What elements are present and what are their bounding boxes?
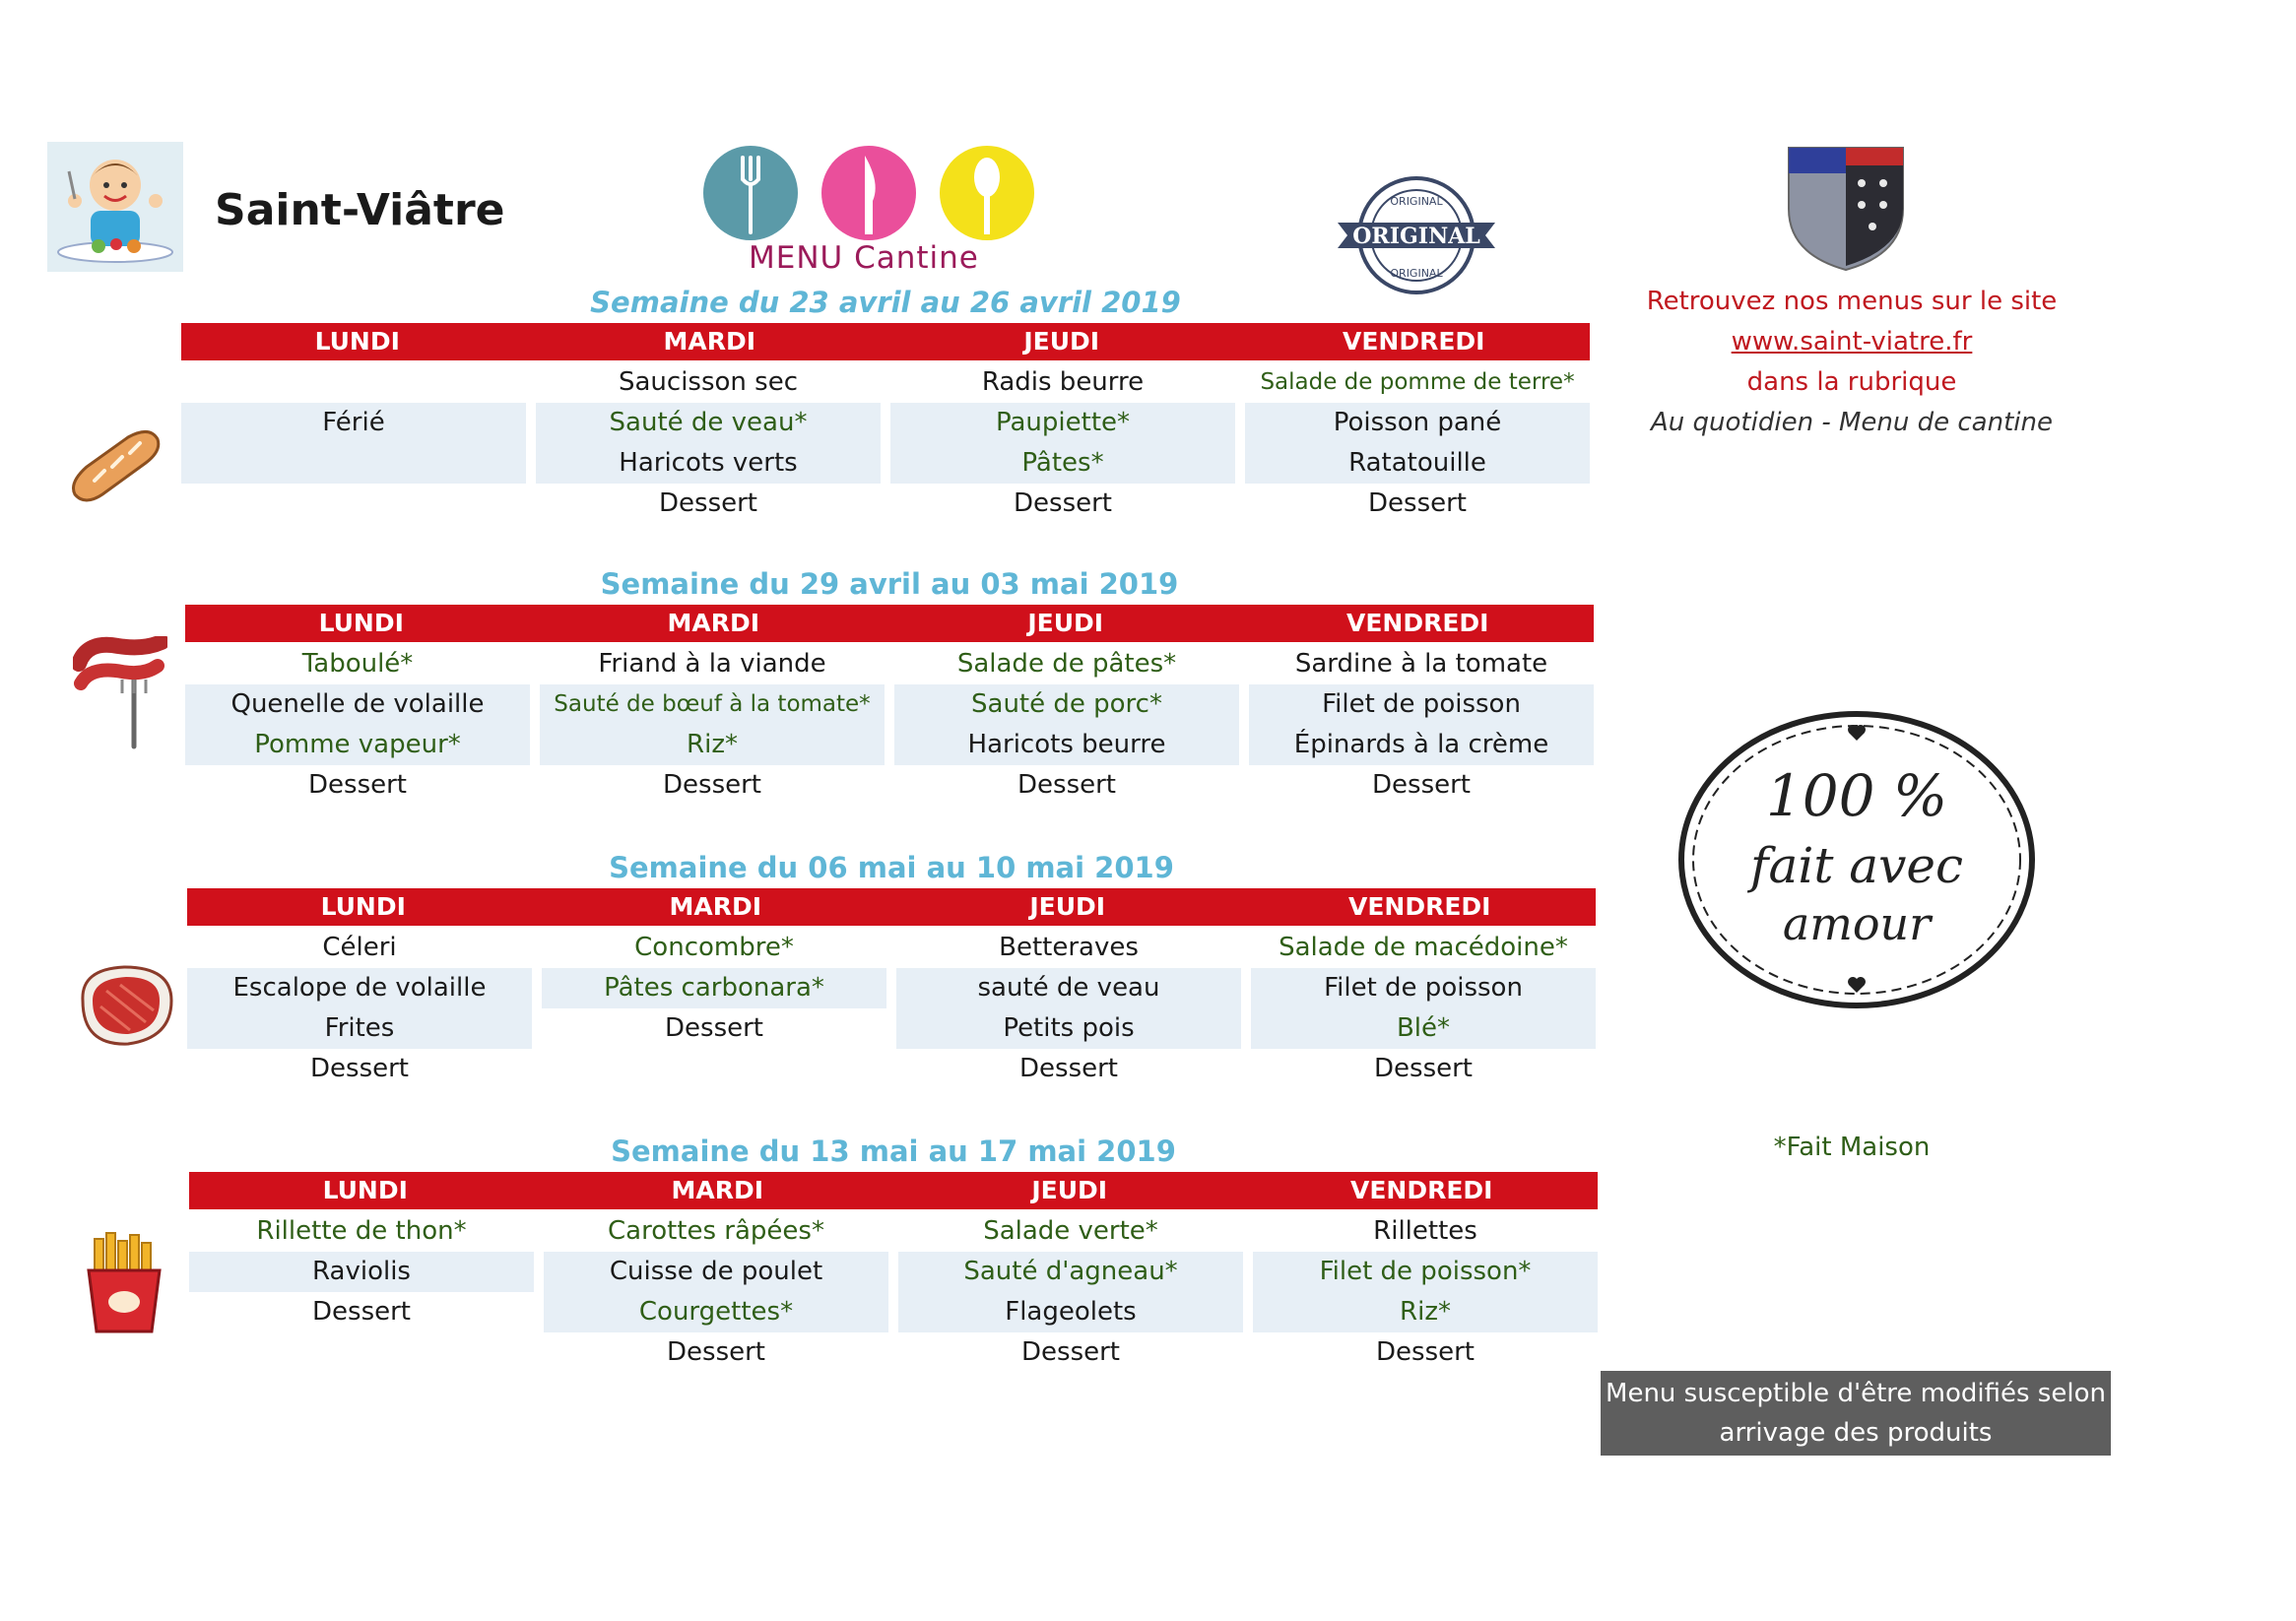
- menu-item: Férié: [181, 403, 526, 443]
- menu-item: Dessert: [310, 1054, 409, 1083]
- menu-columns: [187, 928, 1596, 1089]
- day-header-bar: [181, 323, 1590, 360]
- day-column-mardi: [540, 644, 885, 806]
- day-column-lundi: [185, 644, 530, 806]
- menu-item: Blé*: [1251, 1008, 1596, 1049]
- menu-item: Dessert: [312, 1297, 411, 1327]
- menu-columns: [189, 1211, 1598, 1373]
- fait-avec-amour-stamp: [1674, 707, 2039, 1012]
- fait-maison-footnote: *Fait Maison: [1773, 1133, 1931, 1162]
- day-header-jeudi: JEUDI: [1027, 609, 1104, 637]
- menu-item: Pâtes carbonara*: [542, 968, 886, 1008]
- menu-notice: [1601, 1371, 2111, 1456]
- menu-item: Dessert: [665, 1013, 763, 1043]
- menu-columns: [185, 644, 1594, 806]
- menu-item: Radis beurre: [981, 367, 1145, 397]
- day-header-bar: [185, 605, 1594, 642]
- day-column-vendredi: [1249, 644, 1594, 806]
- day-header-vendredi: VENDREDI: [1346, 609, 1489, 637]
- menu-item: Céleri: [322, 933, 397, 962]
- day-header-jeudi: JEUDI: [1023, 327, 1100, 356]
- menu-item: Friand à la viande: [598, 649, 826, 679]
- menu-item: Dessert: [659, 488, 757, 518]
- town-name: Saint-Viâtre: [215, 185, 505, 235]
- menu-item: Ratatouille: [1245, 443, 1590, 484]
- menu-item: Dessert: [1372, 770, 1471, 800]
- menu-item: Rillettes: [1373, 1216, 1477, 1246]
- menu-item: Dessert: [1014, 488, 1112, 518]
- menu-item: sauté de veau: [896, 968, 1241, 1008]
- menu-item: [181, 443, 526, 484]
- website-link[interactable]: www.saint-viatre.fr: [1731, 327, 1973, 357]
- day-header-mardi: MARDI: [663, 327, 756, 356]
- menu-notice-line2: arrivage des produits: [1719, 1418, 1993, 1448]
- amour-line2: fait avec: [1750, 837, 1963, 894]
- day-column-jeudi: [896, 928, 1241, 1089]
- sausage-fork-icon: [73, 636, 167, 758]
- menu-title: MENU Cantine: [749, 240, 979, 276]
- day-column-vendredi: [1245, 362, 1590, 524]
- menu-item: Riz*: [540, 725, 885, 765]
- menu-item: Paupiette*: [890, 403, 1235, 443]
- menu-item: Filet de poisson: [1251, 968, 1596, 1008]
- day-header-vendredi: VENDREDI: [1343, 327, 1485, 356]
- day-header-mardi: MARDI: [667, 609, 760, 637]
- menu-item: Haricots verts: [536, 443, 881, 484]
- fries-icon: [83, 1231, 165, 1339]
- website-info-line1: Retrouvez nos menus sur le site: [1646, 287, 2058, 316]
- week-title: Semaine du 06 mai au 10 mai 2019: [609, 851, 1174, 884]
- week-title: Semaine du 23 avril au 26 avril 2019: [590, 286, 1181, 319]
- menu-item: Dessert: [1019, 1054, 1118, 1083]
- menu-item: Dessert: [1376, 1337, 1475, 1367]
- day-header-lundi: LUNDI: [314, 327, 400, 356]
- website-info-section: Au quotidien - Menu de cantine: [1651, 408, 2053, 437]
- menu-item: Sauté de bœuf à la tomate*: [540, 684, 885, 725]
- menu-item: Taboulé*: [301, 649, 414, 679]
- menu-item: Escalope de volaille: [187, 968, 532, 1008]
- menu-item: Dessert: [1368, 488, 1467, 518]
- heart-icon: [1848, 725, 1866, 741]
- day-header-lundi: LUNDI: [320, 892, 406, 921]
- menu-item: Dessert: [308, 770, 407, 800]
- menu-item: Filet de poisson*: [1253, 1252, 1598, 1292]
- menu-item: Riz*: [1253, 1292, 1598, 1332]
- menu-item: Rillette de thon*: [256, 1216, 467, 1246]
- menu-item: Quenelle de volaille: [185, 684, 530, 725]
- menu-item: Courgettes*: [544, 1292, 888, 1332]
- week-title: Semaine du 29 avril au 03 mai 2019: [600, 567, 1179, 601]
- cutlery-circles-logo: [701, 144, 1036, 242]
- amour-line1: 100 %: [1765, 762, 1948, 829]
- original-stamp-text: ORIGINAL: [1352, 224, 1480, 249]
- day-column-jeudi: [898, 1211, 1243, 1373]
- steak-icon: [73, 961, 177, 1054]
- amour-line3: amour: [1782, 897, 1932, 950]
- menu-item: Cuisse de poulet: [544, 1252, 888, 1292]
- menu-item: Saucisson sec: [618, 367, 798, 397]
- menu-item: [181, 484, 526, 524]
- menu-item: [542, 1049, 886, 1089]
- menu-item: Flageolets: [898, 1292, 1243, 1332]
- website-info-line3: dans la rubrique: [1746, 367, 1957, 397]
- website-info: [1596, 282, 2108, 443]
- menu-item: Carottes râpées*: [608, 1216, 824, 1246]
- menu-item: Frites: [187, 1008, 532, 1049]
- menu-item: Raviolis: [189, 1252, 534, 1292]
- menu-item: Épinards à la crème: [1249, 725, 1594, 765]
- heart-icon: [1848, 977, 1866, 993]
- menu-item: Pâtes*: [890, 443, 1235, 484]
- menu-item: Dessert: [1017, 770, 1116, 800]
- menu-item: Sauté de veau*: [536, 403, 881, 443]
- menu-item: Dessert: [1374, 1054, 1473, 1083]
- day-column-lundi: [189, 1211, 534, 1373]
- day-column-mardi: [542, 928, 886, 1089]
- day-header-bar: [187, 888, 1596, 926]
- original-stamp: [1332, 175, 1501, 295]
- menu-notice-line1: Menu susceptible d'être modifiés selon: [1606, 1379, 2106, 1408]
- menu-item: Petits pois: [896, 1008, 1241, 1049]
- day-header-lundi: LUNDI: [322, 1176, 408, 1204]
- day-header-lundi: LUNDI: [318, 609, 404, 637]
- menu-item: Pomme vapeur*: [185, 725, 530, 765]
- menu-item: Sauté de porc*: [894, 684, 1239, 725]
- day-column-vendredi: [1251, 928, 1596, 1089]
- menu-columns: [181, 362, 1590, 524]
- day-header-jeudi: JEUDI: [1029, 892, 1106, 921]
- day-header-bar: [189, 1172, 1598, 1209]
- day-column-lundi: [187, 928, 532, 1089]
- menu-item: Dessert: [667, 1337, 765, 1367]
- menu-item: Haricots beurre: [894, 725, 1239, 765]
- day-header-vendredi: VENDREDI: [1350, 1176, 1493, 1204]
- day-header-mardi: MARDI: [669, 892, 762, 921]
- original-stamp-top-text: ORIGINAL: [1390, 195, 1443, 208]
- menu-item: Dessert: [1021, 1337, 1120, 1367]
- day-header-jeudi: JEUDI: [1031, 1176, 1108, 1204]
- day-header-mardi: MARDI: [671, 1176, 764, 1204]
- menu-item: Filet de poisson: [1249, 684, 1594, 725]
- menu-item: Salade de macédoine*: [1279, 933, 1568, 962]
- menu-item: Sauté d'agneau*: [898, 1252, 1243, 1292]
- day-column-jeudi: [890, 362, 1235, 524]
- day-column-mardi: [536, 362, 881, 524]
- coat-of-arms-icon: [1785, 144, 1907, 272]
- baguette-icon: [67, 425, 164, 510]
- day-column-mardi: [544, 1211, 888, 1373]
- week-title: Semaine du 13 mai au 17 mai 2019: [611, 1135, 1176, 1168]
- menu-item: Salade de pâtes*: [956, 649, 1177, 679]
- menu-item: Salade verte*: [983, 1216, 1158, 1246]
- day-header-vendredi: VENDREDI: [1348, 892, 1491, 921]
- day-column-jeudi: [894, 644, 1239, 806]
- menu-item: Dessert: [663, 770, 761, 800]
- menu-item: Betteraves: [999, 933, 1139, 962]
- menu-item: Concombre*: [634, 933, 794, 962]
- day-column-lundi: [181, 362, 526, 524]
- menu-item: Sardine à la tomate: [1294, 649, 1548, 679]
- menu-item: Poisson pané: [1245, 403, 1590, 443]
- menu-item: [181, 362, 526, 403]
- menu-item: [189, 1332, 534, 1373]
- original-stamp-bottom-text: ORIGINAL: [1390, 267, 1443, 280]
- day-column-vendredi: [1253, 1211, 1598, 1373]
- menu-item: Salade de pomme de terre*: [1260, 369, 1575, 395]
- kid-eating-logo: [47, 142, 183, 272]
